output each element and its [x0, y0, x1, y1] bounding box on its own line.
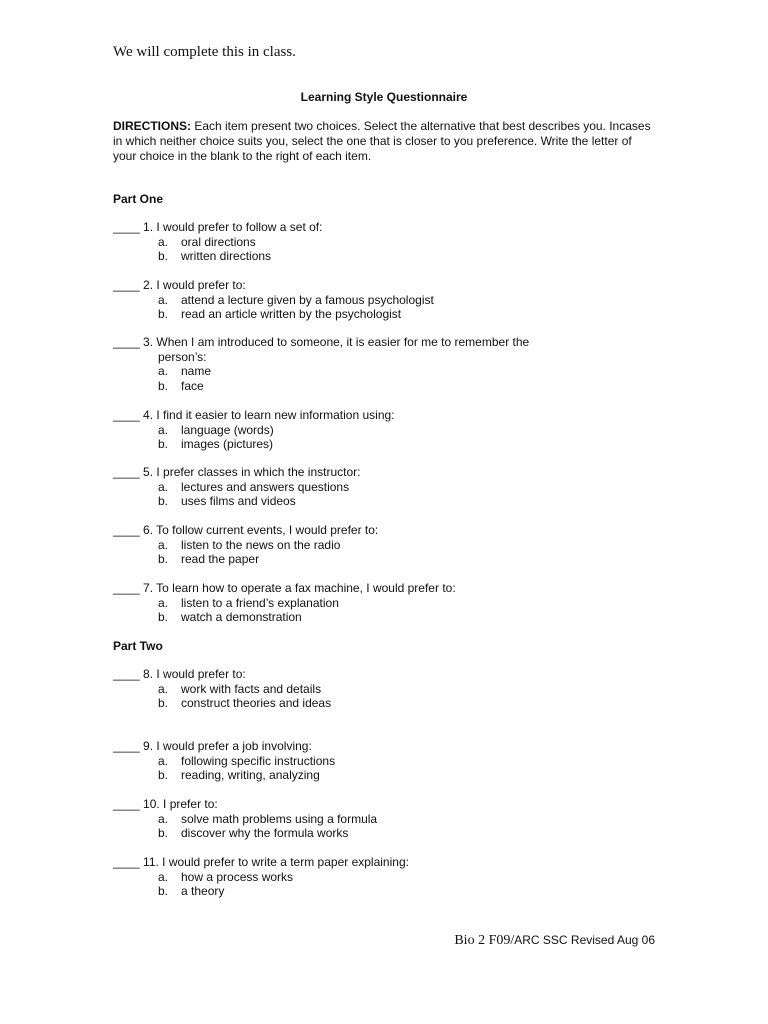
question-10 [113, 797, 673, 841]
option-b [113, 307, 673, 322]
question-5 [113, 465, 673, 509]
question-6 [113, 523, 673, 567]
option-b [113, 768, 673, 783]
option-text: name [181, 364, 212, 379]
option-letter: b. [158, 610, 169, 625]
question-stem: ____ 11. I would prefer to write a term paper explaining: [113, 855, 409, 869]
option-b [113, 437, 673, 452]
option-text: listen to a friend’s explanation [181, 595, 339, 610]
part-two-heading: Part Two [113, 639, 163, 653]
question-stem: ____ 8. I would prefer to: [113, 667, 246, 681]
option-letter: b. [158, 307, 169, 322]
option-letter: b. [158, 494, 169, 509]
option-letter: b. [158, 768, 169, 783]
question-4 [113, 408, 673, 452]
option-text: oral directions [181, 234, 256, 249]
option-b [113, 884, 673, 899]
option-text: images (pictures) [181, 437, 274, 452]
question-stem: ____ 10. I prefer to: [113, 797, 218, 811]
option-letter: a. [158, 422, 169, 437]
question-stem-continued: person’s: [158, 349, 207, 364]
option-text: work with facts and details [181, 681, 322, 696]
question-stem: ____ 2. I would prefer to: [113, 278, 246, 292]
option-letter: a. [158, 681, 169, 696]
option-letter: a. [158, 869, 169, 884]
option-text: a theory [181, 884, 225, 899]
option-b [113, 379, 673, 394]
header-note: We will complete this in class. [113, 44, 296, 60]
option-text: read the paper [181, 552, 260, 567]
option-a [113, 682, 673, 697]
option-text: solve math problems using a formula [181, 811, 378, 826]
option-letter: b. [158, 552, 169, 567]
question-stem: ____ 5. I prefer classes in which the instructor: [113, 465, 361, 479]
option-letter: b. [158, 696, 169, 711]
directions-paragraph [113, 119, 653, 164]
question-7 [113, 581, 673, 625]
option-text: construct theories and ideas [181, 696, 332, 711]
option-letter: a. [158, 811, 169, 826]
option-a [113, 293, 673, 308]
question-11 [113, 855, 673, 899]
page-title: Learning Style Questionnaire [300, 90, 468, 104]
option-text: discover why the formula works [181, 826, 349, 841]
option-b [113, 249, 673, 264]
question-1 [113, 220, 673, 264]
option-text: reading, writing, analyzing [181, 768, 320, 783]
option-a [113, 754, 673, 769]
option-b [113, 494, 673, 509]
option-letter: a. [158, 537, 169, 552]
option-text: how a process works [181, 869, 294, 884]
option-text: written directions [181, 249, 272, 264]
question-2 [113, 278, 673, 322]
option-b [113, 610, 673, 625]
option-b [113, 552, 673, 567]
page-footer [454, 933, 655, 949]
option-a [113, 423, 673, 438]
option-letter: a. [158, 479, 169, 494]
option-text: listen to the news on the radio [181, 537, 341, 552]
footer-revision: ARC SSC Revised Aug 06 [514, 933, 655, 947]
question-9 [113, 739, 673, 783]
option-text: attend a lecture given by a famous psychologist [181, 292, 434, 307]
option-b [113, 696, 673, 711]
question-stem: ____ 1. I would prefer to follow a set of: [113, 220, 323, 234]
question-stem: ____ 9. I would prefer a job involving: [113, 739, 312, 753]
option-text: following specific instructions [181, 753, 336, 768]
option-letter: b. [158, 379, 169, 394]
option-letter: b. [158, 826, 169, 841]
question-stem: ____ 7. To learn how to operate a fax machine, I would prefer to: [113, 581, 456, 595]
directions-text: Each item present two choices. Select the alternative that best describes you. Incases in which neither choice suits you, select the one that is closer to you preference. Write the letter of your choice in the blank to the right of each item. [113, 119, 651, 163]
question-stem: ____ 4. I find it easier to learn new information using: [113, 408, 395, 422]
option-a [113, 235, 673, 250]
option-letter: b. [158, 884, 169, 899]
option-letter: a. [158, 234, 169, 249]
option-text: lectures and answers questions [181, 479, 350, 494]
option-a [113, 596, 673, 611]
option-text: read an article written by the psychologist [181, 307, 402, 322]
question-stem: ____ 6. To follow current events, I would prefer to: [113, 523, 379, 537]
option-text: face [181, 379, 204, 394]
option-text: uses films and videos [181, 494, 296, 509]
option-letter: a. [158, 753, 169, 768]
option-text: language (words) [181, 422, 274, 437]
option-letter: b. [158, 437, 169, 452]
directions-label: DIRECTIONS: [113, 119, 191, 133]
footer-course: Bio 2 F09/ [454, 933, 515, 948]
option-a [113, 538, 673, 553]
part-one-heading: Part One [113, 192, 164, 206]
question-stem: ____ 3. When I am introduced to someone, it is easier for me to remember the [113, 335, 530, 349]
question-3 [113, 335, 673, 394]
option-a [113, 480, 673, 495]
option-letter: a. [158, 595, 169, 610]
option-text: watch a demonstration [181, 610, 302, 625]
option-letter: b. [158, 249, 169, 264]
option-a [113, 870, 673, 885]
option-letter: a. [158, 292, 169, 307]
option-a [113, 812, 673, 827]
option-a [113, 364, 673, 379]
option-letter: a. [158, 364, 169, 379]
question-8 [113, 667, 673, 711]
option-b [113, 826, 673, 841]
